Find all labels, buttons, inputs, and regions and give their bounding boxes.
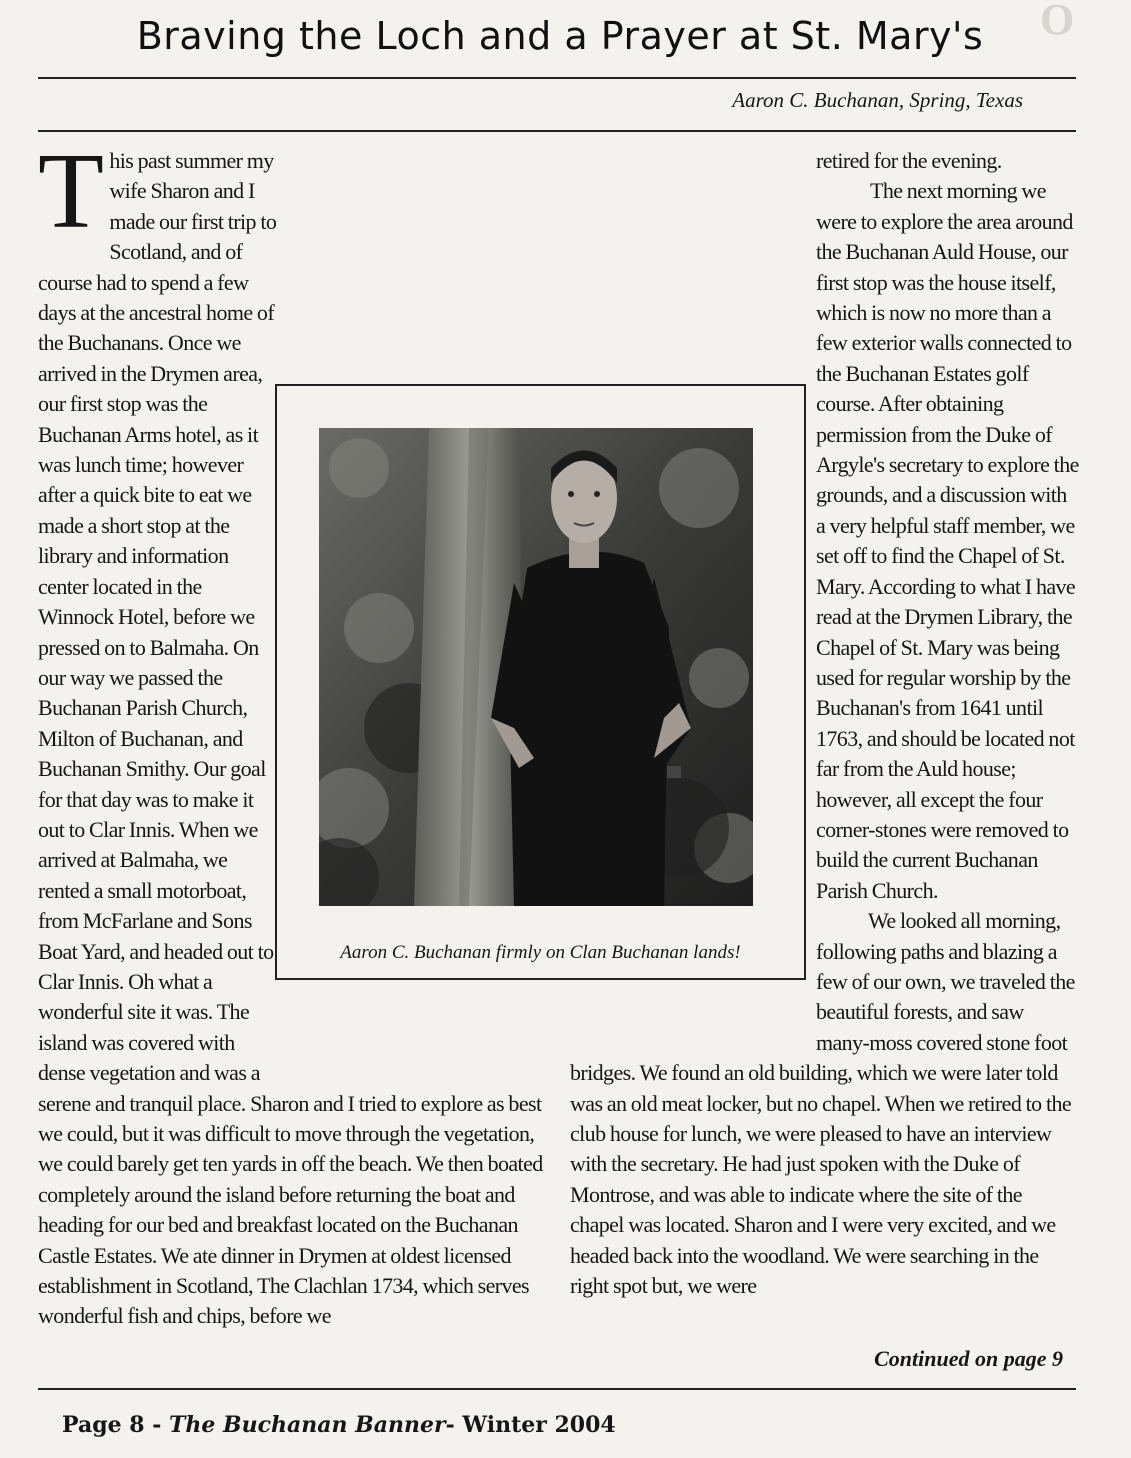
byline: Aaron C. Buchanan, Spring, Texas	[732, 88, 1023, 112]
author-photo-image	[319, 428, 753, 906]
publication-name: The Buchanan Banner	[169, 1412, 446, 1438]
article-title: Braving the Loch and a Prayer at St. Mary's	[136, 14, 984, 58]
drop-cap: T	[38, 132, 104, 251]
page-number: Page 8 -	[62, 1412, 170, 1438]
paragraph-intro: his past summer my wife Sharon and I made our first trip to Scotland, and of course had to spend a few days at the ancestral home of the Buchanans. Once we arrived in the Drymen area, our first stop was the Buchanan Arms hotel, as it was lunch time; however after a quick bite to eat we made a short stop at the library and information center located in the Winnock Hotel, before we pressed on to Balmaha. On our way we passed the Buchanan Parish Church, Milton of Buchanan, and Buchanan Smithy. Our goal for that day was to make it out to Clar Innis. When we arrived at Balmaha, we rented a small motorboat, from McFarlane and Sons Boat Yard, and headed out to Clar Innis. Oh what a wonderful site it was. The island was covered with dense vegetation and was a serene and tranquil place. Sharon and I tried to explore as best we could, but it was difficult to move through the vegetation, we could barely get ten yards in off the beach. We then boated completely around the island before returning the boat and heading for our bed and breakfast located on the Buchanan Castle Estates. We ate dinner in Drymen at oldest licensed establishment in Scotland, The Clachlan 1734, which serves wonderful fish and chips, before we	[38, 148, 543, 1329]
bleed-through-text: O	[1040, 0, 1075, 44]
byline-rule	[38, 130, 1076, 132]
title-rule	[38, 77, 1076, 79]
paragraph-retired: retired for the evening.	[816, 148, 1002, 173]
photo-caption: Aaron C. Buchanan firmly on Clan Buchanan lands!	[340, 942, 741, 963]
paragraph-looked: We looked all morning, following paths and blazing a few of our own, we traveled the beautiful forests, and saw many-moss covered stone foot bridges. We found an old building, which we were later told was an old meat locker, but no chapel. When we retired to the club house for lunch, we were pleased to have an interview with the secretary. He had just spoken with the Duke of Montrose, and was able to indicate where the site of the chapel was located. Sharon and I were very excited, and we headed back into the woodland. We were searching in the right spot but, we were	[570, 908, 1075, 1299]
issue-label: - Winter 2004	[445, 1412, 616, 1438]
footer-rule	[38, 1388, 1076, 1390]
page-footer	[62, 1412, 616, 1438]
continued-note: Continued on page 9	[874, 1346, 1063, 1371]
author-photo	[319, 428, 753, 906]
photo-frame	[275, 384, 806, 980]
paragraph-next-morning: The next morning we were to explore the area around the Buchanan Auld House, our first stop was the house itself, which is now no more than a few exterior walls connected to the Buchanan Estates golf course. After obtaining permission from the Duke of Argyle's secretary to explore the grounds, and a discussion with a very helpful staff member, we set off to find the Chapel of St. Mary. According to what I have read at the Drymen Library, the Chapel of St. Mary was being used for regular worship by the Buchanan's from 1641 until 1763, and should be located not far from the Auld house; however, all except the four corner-stones were removed to build the current Buchanan Parish Church.	[816, 178, 1079, 903]
